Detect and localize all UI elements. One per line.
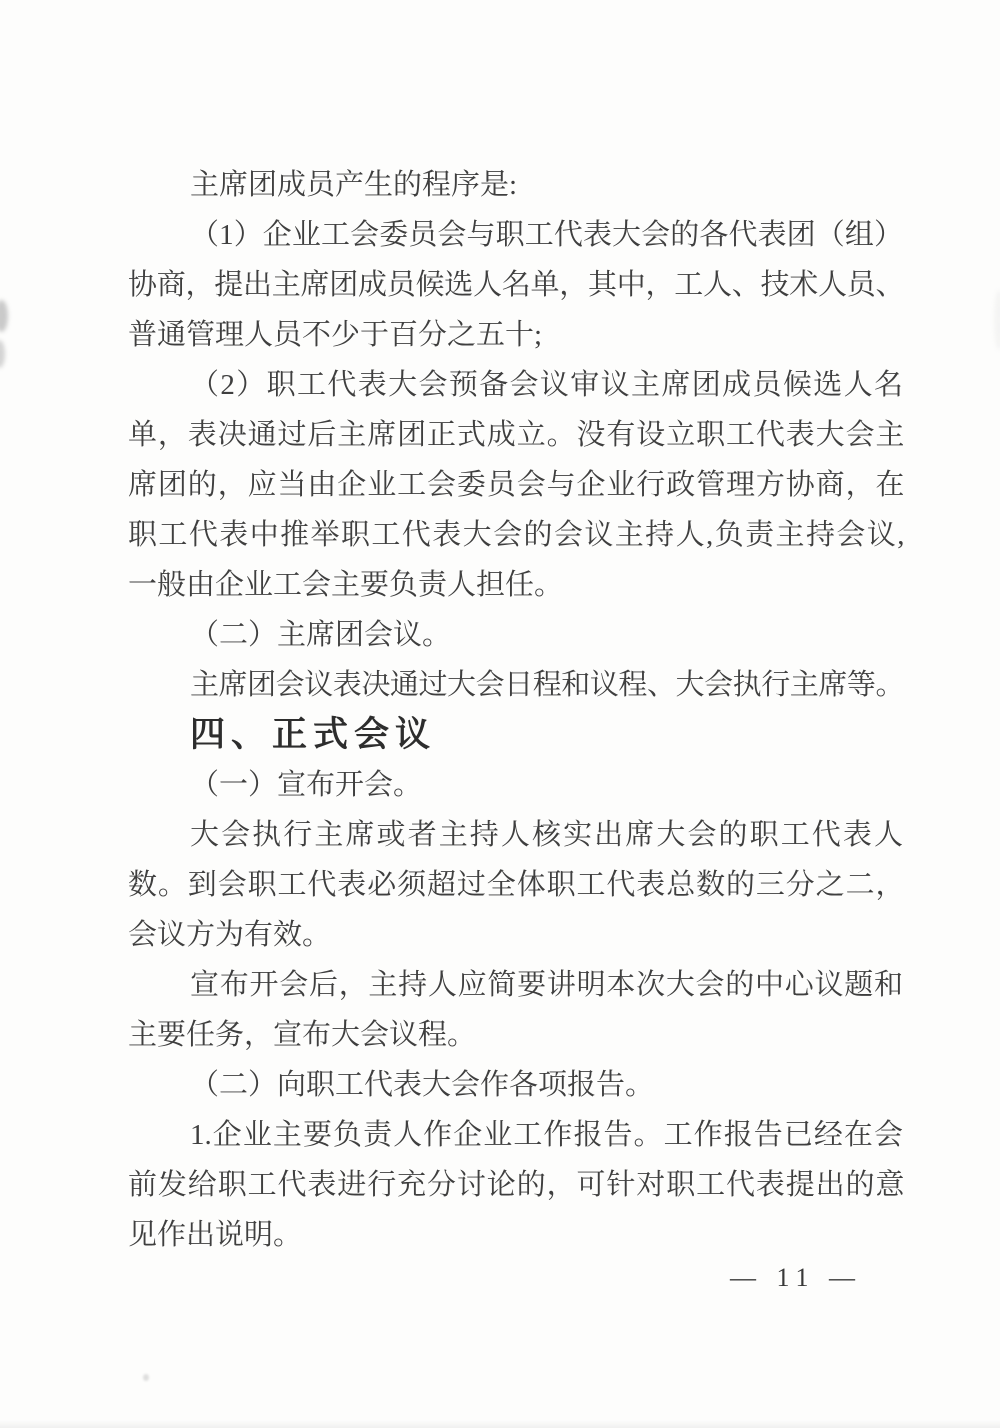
scan-smudge	[0, 300, 8, 332]
scan-speck	[143, 1374, 149, 1381]
scan-smudge	[994, 290, 1000, 350]
document-text-block	[128, 160, 903, 1260]
text-line: 一般由企业工会主要负责人担任。	[128, 569, 564, 601]
text-line: 主要任务，宣布大会议程。	[128, 1019, 477, 1051]
text-line: 大会执行主席或者主持人核实出席大会的职工代表人	[190, 819, 903, 851]
text-line: 席团的，应当由企业工会委员会与企业行政管理方协商，在	[128, 469, 903, 501]
text-line: （一）宣布开会。	[190, 769, 423, 801]
text-line: （二）主席团会议。	[190, 619, 452, 651]
text-line: 主席团会议表决通过大会日程和议程、大会执行主席等。	[190, 669, 903, 701]
text-line: 主席团成员产生的程序是:	[190, 169, 518, 201]
text-line: （2）职工代表大会预备会议审议主席团成员候选人名	[190, 369, 903, 401]
text-line: 前发给职工代表进行充分讨论的，可针对职工代表提出的意	[128, 1169, 903, 1201]
text-line: 单，表决通过后主席团正式成立。没有设立职工代表大会主	[128, 419, 903, 451]
text-line: 普通管理人员不少于百分之五十;	[128, 319, 543, 351]
page-number: — 11 —	[729, 1263, 862, 1292]
text-line: 数。到会职工代表必须超过全体职工代表总数的三分之二，	[128, 869, 903, 901]
text-line: 会议方为有效。	[128, 919, 332, 951]
text-line: （1）企业工会委员会与职工代表大会的各代表团（组）	[190, 219, 903, 251]
text-line: 宣布开会后，主持人应简要讲明本次大会的中心议题和	[190, 969, 903, 1001]
text-line: （二）向职工代表大会作各项报告。	[190, 1069, 655, 1101]
scan-smudge	[0, 340, 5, 368]
scan-edge-shadow	[0, 1420, 1000, 1428]
text-line: 见作出说明。	[128, 1219, 303, 1251]
text-line: 协商，提出主席团成员候选人名单，其中，工人、技术人员、	[128, 269, 903, 301]
text-line: 1.企业主要负责人作企业工作报告。工作报告已经在会	[190, 1119, 903, 1151]
text-line: 职工代表中推举职工代表大会的会议主持人,负责主持会议,	[128, 519, 903, 551]
section-heading: 四、正式会议	[190, 715, 437, 754]
